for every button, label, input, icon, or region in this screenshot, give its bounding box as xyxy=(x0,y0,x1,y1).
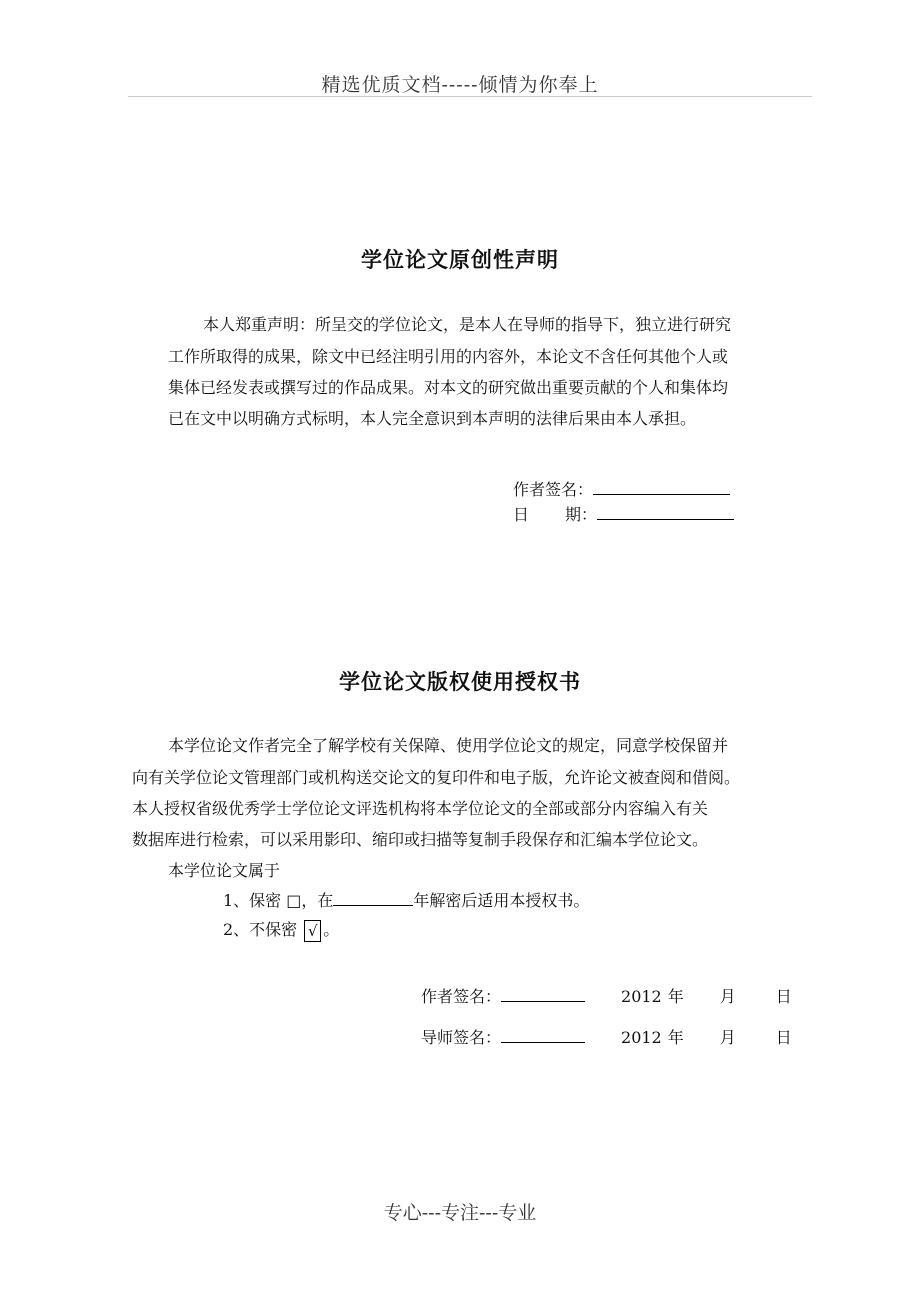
option2-prefix: 2、不保密 xyxy=(223,920,298,939)
advisor-year: 2012 xyxy=(621,1028,662,1047)
declassify-year-field[interactable] xyxy=(333,891,413,906)
option2-suffix: 。 xyxy=(323,920,340,939)
option1-prefix: 1、保密 xyxy=(223,891,282,910)
auth-author-year: 2012 xyxy=(621,987,662,1006)
advisor-label: 导师签名： xyxy=(421,1028,502,1047)
not-confidential-checkbox[interactable]: √ xyxy=(304,920,321,942)
page-header: 精选优质文档-----倾情为你奉上 xyxy=(321,74,599,96)
author-signature-label: 作者签名： xyxy=(513,480,594,499)
authorization-line-3: 本人授权省级优秀学士学位论文评选机构将本学位论文的全部或部分内容编入有关 xyxy=(132,799,709,818)
declaration-author-signature xyxy=(513,477,730,500)
advisor-month-unit: 月 xyxy=(719,1028,736,1047)
auth-author-signature-field[interactable] xyxy=(501,987,585,1002)
advisor-year-unit: 年 xyxy=(667,1028,684,1047)
auth-author-signature-row xyxy=(421,984,792,1007)
authorization-title: 学位论文版权使用授权书 xyxy=(339,670,581,694)
advisor-signature-field[interactable] xyxy=(501,1028,585,1043)
declaration-line-3: 集体已经发表或撰写过的作品成果。对本文的研究做出重要贡献的个人和集体均 xyxy=(168,378,729,397)
auth-author-label: 作者签名： xyxy=(421,987,502,1006)
date-label-char-1: 日 xyxy=(513,505,530,524)
declaration-date xyxy=(513,502,734,525)
auth-author-year-unit: 年 xyxy=(667,987,684,1006)
belongs-label: 本学位论文属于 xyxy=(168,861,281,880)
advisor-signature-row xyxy=(421,1025,792,1048)
option1-suffix: 年解密后适用本授权书。 xyxy=(413,891,590,910)
declaration-line-1: 本人郑重声明：所呈交的学位论文，是本人在导师的指导下，独立进行研究 xyxy=(203,315,732,334)
author-signature-field[interactable] xyxy=(593,480,730,495)
date-label-char-2: 期： xyxy=(565,505,598,524)
authorization-line-2: 向有关学位论文管理部门或机构送交论文的复印件和电子版，允许论文被查阅和借阅。 xyxy=(132,768,741,787)
declaration-line-2: 工作所取得的成果，除文中已经注明引用的内容外，本论文不含任何其他个人或 xyxy=(168,347,729,366)
auth-author-day-unit: 日 xyxy=(775,987,792,1006)
declaration-title: 学位论文原创性声明 xyxy=(361,248,559,272)
auth-author-month-unit: 月 xyxy=(719,987,736,1006)
authorization-line-4: 数据库进行检索，可以采用影印、缩印或扫描等复制手段保存和汇编本学位论文。 xyxy=(132,830,709,849)
header-rule xyxy=(128,96,812,97)
confidential-checkbox[interactable]: □ xyxy=(286,891,302,910)
date-field[interactable] xyxy=(597,505,734,520)
page-footer: 专心---专注---专业 xyxy=(383,1202,537,1224)
option-not-confidential xyxy=(223,917,339,942)
option-confidential xyxy=(223,888,589,911)
authorization-line-1: 本学位论文作者完全了解学校有关保障、使用学位论文的规定，同意学校保留并 xyxy=(168,736,729,755)
advisor-day-unit: 日 xyxy=(775,1028,792,1047)
declaration-line-4: 已在文中以明确方式标明，本人完全意识到本声明的法律后果由本人承担。 xyxy=(168,409,697,428)
option1-mid: ，在 xyxy=(301,891,334,910)
